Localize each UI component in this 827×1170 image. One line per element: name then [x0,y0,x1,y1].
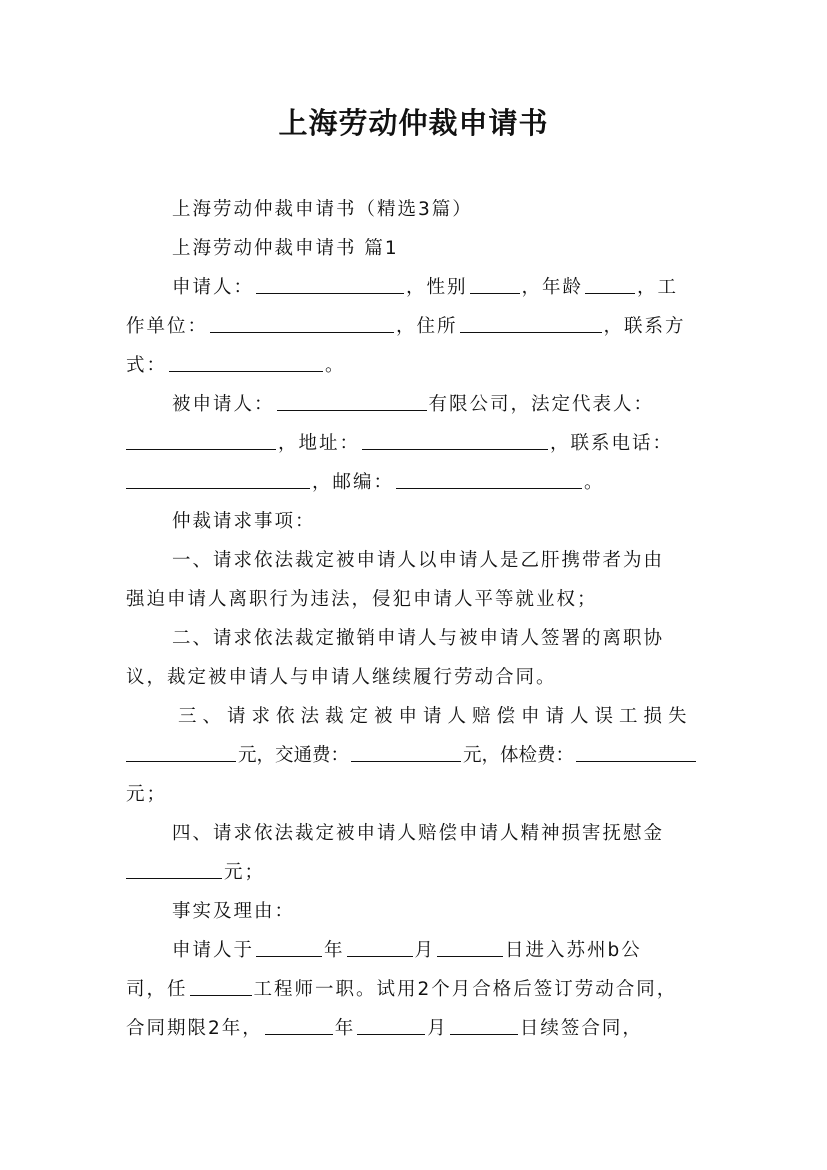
claim-3-line-1: 三、请求依法裁定被申请人赔偿申请人误工损失 [178,706,693,727]
contact-suffix: 式： [126,355,168,376]
medical-label: 元，体检费： [463,745,575,766]
lost-wages-blank [126,741,236,762]
document-body [126,190,704,1048]
phone-label: ，联系电话： [550,433,674,454]
work-prefix: ，工 [637,277,679,298]
claim-2-line-2: 议，裁定被申请人与申请人继续履行劳动合同。 [126,667,557,688]
respondent-label: 被申请人： [172,394,275,415]
renew-month-label: 月 [427,1018,448,1039]
respondent-end: 。 [584,472,605,493]
applicant-label: 申请人： [172,277,255,298]
respondent-address-label: ，地址： [278,433,361,454]
respondent-line-1 [126,385,704,424]
heading-line-1: 上海劳动仲裁申请书（精选3篇） [172,199,473,220]
claim-1-line-2: 强迫申请人离职行为违法，侵犯申请人平等就业权； [126,589,598,610]
legal-rep-blank [126,429,276,450]
position-label: 司，任 [126,979,188,1000]
respondent-line-3 [126,463,704,502]
contract-text: 工程师一职。试用2个月合格后签订劳动合同， [253,979,678,1000]
contact-blank [169,351,323,372]
transport-label: 元，交通费： [238,745,350,766]
age-label: ，年龄 [521,277,584,298]
gender-blank [470,273,520,294]
join-day-blank [437,936,503,957]
transport-blank [351,741,461,762]
respondent-line-2 [126,424,704,463]
join-year-label: 年 [324,940,345,961]
renew-year-blank [265,1014,333,1035]
applicant-line-2 [126,307,704,346]
renew-day-label: 日续签合同， [519,1018,643,1039]
contract-term: 合同期限2年， [126,1018,263,1039]
claim-3-line-2 [126,736,704,775]
postcode-blank [396,468,582,489]
facts-start: 申请人于 [172,940,255,961]
renew-year-label: 年 [334,1018,356,1039]
company-label: 有限公司，法定代表人： [428,394,655,415]
join-year-blank [256,936,322,957]
applicant-end: 。 [325,355,346,376]
work-unit-label: 作单位： [126,316,209,337]
join-day-label: 日进入苏州b公 [505,940,642,961]
medical-blank [576,741,696,762]
facts-line-2 [126,970,704,1009]
claim-4-line-2 [126,853,704,892]
age-blank [585,273,635,294]
address-label: ，住所 [396,316,458,337]
renew-month-blank [357,1014,425,1035]
position-blank [190,975,252,996]
postcode-label: ，邮编： [312,472,395,493]
claim-4-end: 元； [224,862,266,883]
document-title: 上海劳动仲裁申请书 [278,106,549,140]
applicant-name-blank [256,273,404,294]
applicant-line-1 [126,268,704,307]
gender-label: ，性别 [406,277,468,298]
compensation-blank [126,858,222,879]
claim-4-line-1: 四、请求依法裁定被申请人赔偿申请人精神损害抚慰金 [172,823,665,844]
heading-line-2: 上海劳动仲裁申请书 篇1 [172,238,399,259]
facts-line-1 [126,931,704,970]
facts-line-3 [126,1009,704,1048]
work-unit-blank [210,312,394,333]
join-month-label: 月 [414,940,436,961]
renew-day-blank [450,1014,518,1035]
claim-1-line-1: 一、请求依法裁定被申请人以申请人是乙肝携带者为由 [172,550,665,571]
claims-heading: 仲裁请求事项： [172,511,316,532]
facts-heading: 事实及理由： [172,901,296,922]
address-blank [460,312,602,333]
applicant-line-3 [126,346,704,385]
claim-3-line-3: 元； [126,784,168,805]
phone-blank [126,468,310,489]
contact-label: ，联系方 [603,316,686,337]
claim-2-line-1: 二、请求依法裁定撤销申请人与被申请人签署的离职协 [172,628,665,649]
respondent-name-blank [277,390,427,411]
respondent-address-blank [362,429,548,450]
join-month-blank [347,936,413,957]
